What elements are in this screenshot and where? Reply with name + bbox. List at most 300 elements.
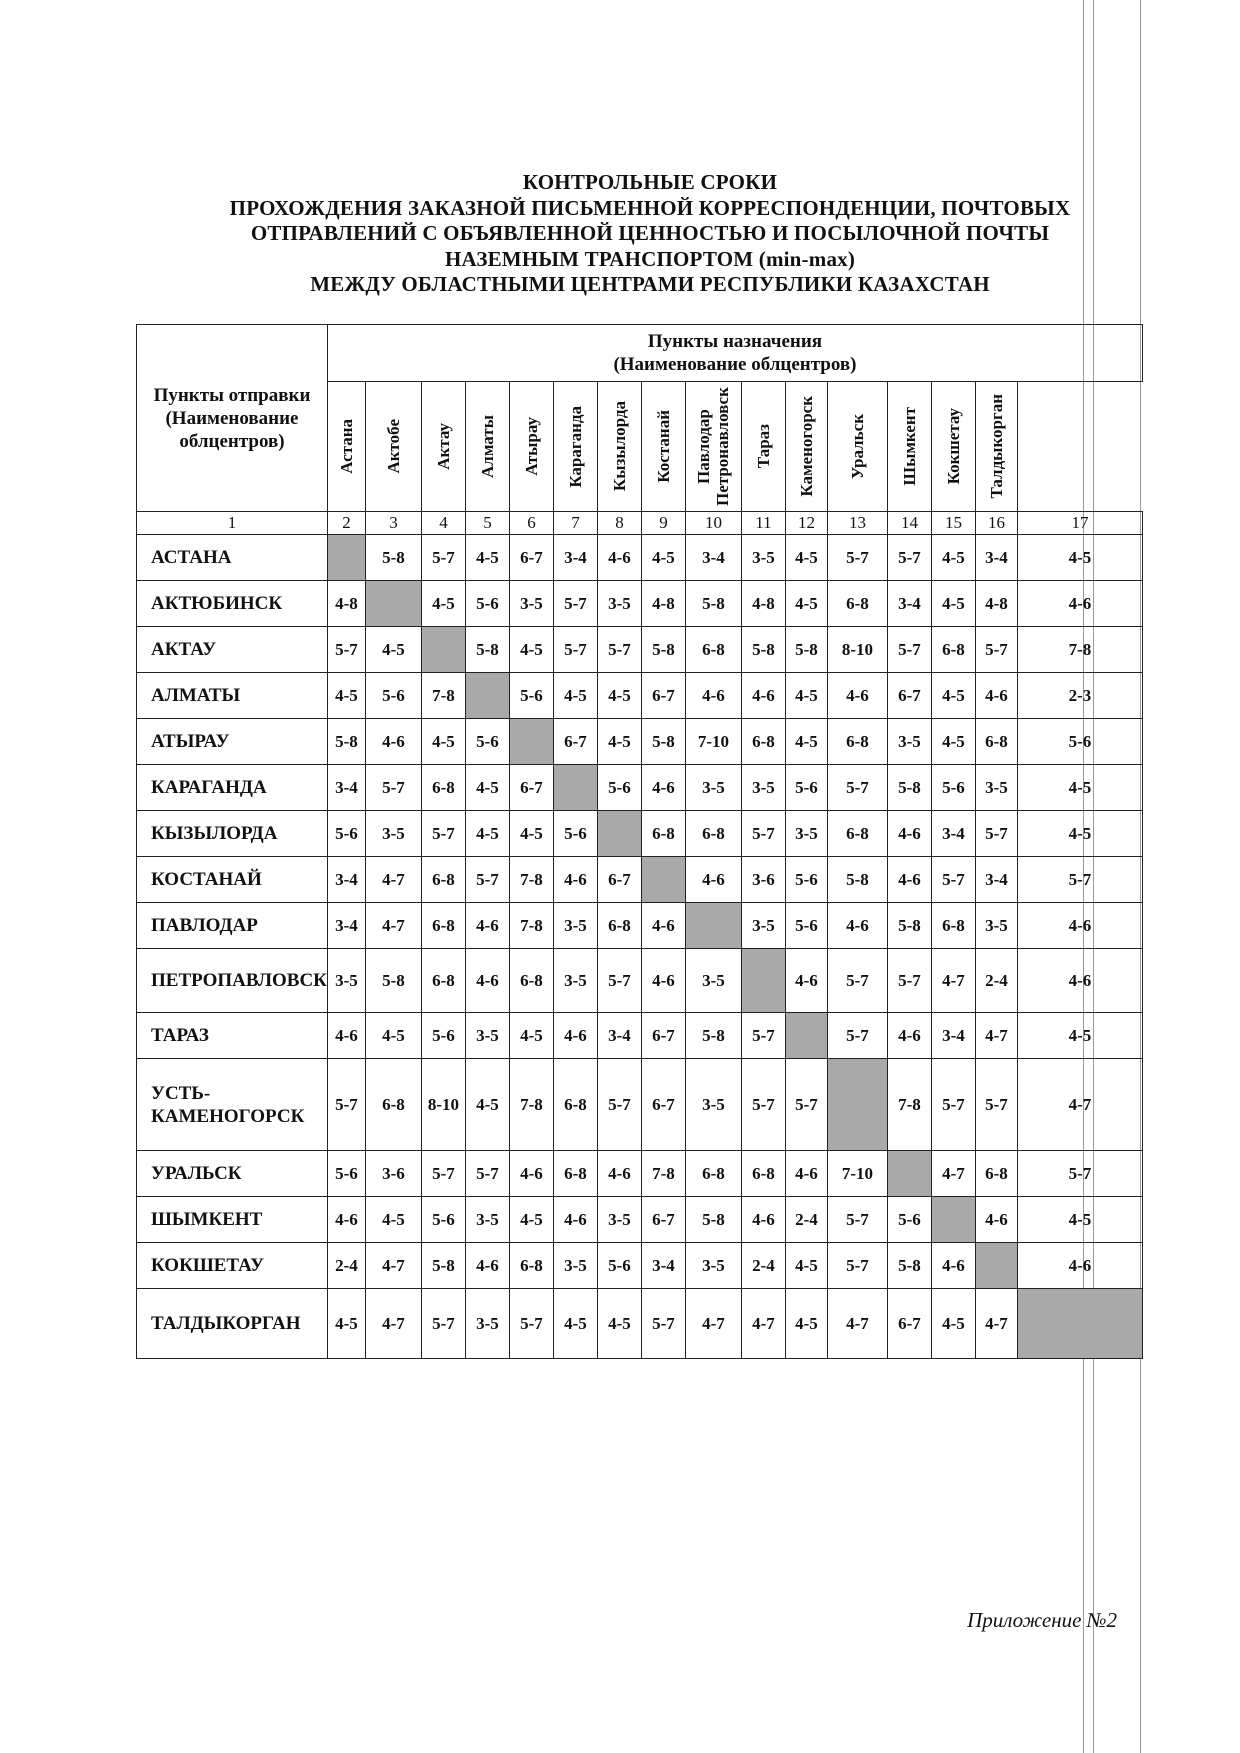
time-cell: 3-4 — [931, 1013, 975, 1059]
time-cell: 6-8 — [741, 1151, 785, 1197]
time-cell: 5-7 — [421, 1289, 465, 1359]
time-cell: 4-5 — [509, 1013, 553, 1059]
diagonal-cell — [685, 903, 741, 949]
time-cell: 5-6 — [597, 765, 641, 811]
time-cell: 4-5 — [1017, 811, 1142, 857]
time-cell: 5-7 — [327, 1059, 365, 1151]
diagonal-cell — [327, 535, 365, 581]
time-cell: 3-5 — [685, 949, 741, 1013]
time-cell: 3-5 — [741, 535, 785, 581]
time-cell: 4-5 — [421, 581, 465, 627]
time-cell: 3-6 — [741, 857, 785, 903]
time-cell: 5-6 — [553, 811, 597, 857]
time-cell: 4-5 — [365, 1013, 421, 1059]
time-cell: 4-6 — [327, 1013, 365, 1059]
time-cell: 4-7 — [741, 1289, 785, 1359]
time-cell: 7-8 — [1017, 627, 1142, 673]
time-cell: 4-5 — [553, 1289, 597, 1359]
time-cell: 4-5 — [327, 1289, 365, 1359]
time-cell: 5-7 — [975, 1059, 1017, 1151]
column-number: 16 — [975, 512, 1017, 535]
time-cell: 3-5 — [975, 903, 1017, 949]
time-cell: 5-6 — [1017, 719, 1142, 765]
diagonal-cell — [1017, 1289, 1142, 1359]
time-cell: 6-8 — [827, 811, 887, 857]
time-cell: 4-6 — [465, 949, 509, 1013]
time-cell: 7-10 — [685, 719, 741, 765]
time-cell: 3-4 — [553, 535, 597, 581]
time-cell: 3-4 — [641, 1243, 685, 1289]
time-cell: 4-5 — [597, 673, 641, 719]
time-cell: 4-6 — [685, 673, 741, 719]
time-cell: 6-7 — [553, 719, 597, 765]
time-cell: 6-7 — [509, 535, 553, 581]
time-cell: 5-8 — [465, 627, 509, 673]
table-row — [137, 1013, 1143, 1059]
time-cell: 3-4 — [975, 857, 1017, 903]
origin-city: КАРАГАНДА — [137, 765, 328, 811]
time-cell: 8-10 — [421, 1059, 465, 1151]
time-cell: 4-5 — [465, 535, 509, 581]
title-line: КОНТРОЛЬНЫЕ СРОКИ — [522, 170, 778, 194]
column-header-label: Костанай — [653, 410, 673, 483]
time-cell: 6-8 — [641, 811, 685, 857]
time-cell: 6-8 — [421, 949, 465, 1013]
time-cell: 4-6 — [641, 949, 685, 1013]
time-cell: 4-5 — [553, 673, 597, 719]
document-title — [150, 170, 1150, 298]
time-cell: 6-8 — [509, 949, 553, 1013]
time-cell: 3-5 — [597, 1197, 641, 1243]
time-cell: 2-4 — [975, 949, 1017, 1013]
time-cell: 5-8 — [785, 627, 827, 673]
time-cell: 4-6 — [785, 949, 827, 1013]
column-header — [827, 382, 887, 512]
diagonal-cell — [827, 1059, 887, 1151]
time-cell: 5-7 — [421, 1151, 465, 1197]
time-cell: 5-8 — [421, 1243, 465, 1289]
diagonal-cell — [465, 673, 509, 719]
time-cell: 4-5 — [421, 719, 465, 765]
origin-city: КЫЗЫЛОРДА — [137, 811, 328, 857]
time-cell: 4-6 — [553, 857, 597, 903]
column-number: 4 — [421, 512, 465, 535]
column-header-label: Атырау — [521, 417, 541, 476]
time-cell: 4-5 — [931, 719, 975, 765]
time-cell: 4-7 — [685, 1289, 741, 1359]
time-cell: 3-4 — [931, 811, 975, 857]
table-row — [137, 1289, 1143, 1359]
time-cell: 8-10 — [827, 627, 887, 673]
diagonal-cell — [785, 1013, 827, 1059]
time-cell: 6-8 — [685, 811, 741, 857]
time-cell: 7-8 — [421, 673, 465, 719]
table-row — [137, 581, 1143, 627]
time-cell: 5-6 — [509, 673, 553, 719]
time-cell: 5-7 — [597, 1059, 641, 1151]
time-cell: 5-7 — [931, 1059, 975, 1151]
time-cell: 6-7 — [641, 673, 685, 719]
time-cell: 5-6 — [327, 811, 365, 857]
time-cell: 6-8 — [509, 1243, 553, 1289]
time-cell: 5-7 — [465, 1151, 509, 1197]
time-cell: 7-10 — [827, 1151, 887, 1197]
time-cell: 6-8 — [827, 581, 887, 627]
time-cell: 3-4 — [597, 1013, 641, 1059]
time-cell: 3-5 — [553, 949, 597, 1013]
column-header-label: Алматы — [477, 415, 497, 478]
column-number: 10 — [685, 512, 741, 535]
column-header-label: Павлодар Петронавловск — [694, 387, 733, 506]
time-cell: 3-4 — [327, 903, 365, 949]
origin-city: КОСТАНАЙ — [137, 857, 328, 903]
column-number: 2 — [327, 512, 365, 535]
time-cell: 4-8 — [327, 581, 365, 627]
time-cell: 5-6 — [785, 857, 827, 903]
time-cell: 5-6 — [421, 1013, 465, 1059]
time-cell: 4-5 — [785, 1289, 827, 1359]
column-number: 11 — [741, 512, 785, 535]
table-row — [137, 857, 1143, 903]
time-cell: 4-5 — [785, 719, 827, 765]
time-cell: 5-7 — [887, 535, 931, 581]
time-cell: 4-5 — [597, 1289, 641, 1359]
time-cell: 5-6 — [465, 581, 509, 627]
title-line: ПРОХОЖДЕНИЯ ЗАКАЗНОЙ ПИСЬМЕННОЙ КОРРЕСПОНДЕНЦИИ, ПОЧТОВЫХ — [229, 195, 1071, 220]
time-cell: 6-8 — [685, 627, 741, 673]
time-cell: 2-3 — [1017, 673, 1142, 719]
time-cell: 3-5 — [509, 581, 553, 627]
time-cell: 5-8 — [685, 1197, 741, 1243]
time-cell: 4-5 — [931, 673, 975, 719]
time-cell: 3-5 — [365, 811, 421, 857]
column-header — [741, 382, 785, 512]
time-cell: 3-5 — [465, 1289, 509, 1359]
time-cell: 5-8 — [827, 857, 887, 903]
time-cell: 4-5 — [365, 1197, 421, 1243]
table-row — [137, 535, 1143, 581]
appendix-label: Приложение №2 — [967, 1608, 1117, 1632]
time-cell: 5-8 — [887, 903, 931, 949]
time-cell: 7-8 — [641, 1151, 685, 1197]
time-cell: 7-8 — [509, 857, 553, 903]
column-header — [597, 382, 641, 512]
time-cell: 4-5 — [1017, 765, 1142, 811]
time-cell: 5-7 — [827, 535, 887, 581]
time-cell: 4-5 — [785, 581, 827, 627]
table-row — [137, 949, 1143, 1013]
time-cell: 5-7 — [887, 627, 931, 673]
origin-city: ШЫМКЕНТ — [137, 1197, 328, 1243]
time-cell: 5-7 — [597, 949, 641, 1013]
time-cell: 3-4 — [327, 857, 365, 903]
time-cell: 4-6 — [785, 1151, 827, 1197]
time-cell: 4-5 — [1017, 1013, 1142, 1059]
origin-city: АТЫРАУ — [137, 719, 328, 765]
diagonal-cell — [741, 949, 785, 1013]
time-cell: 3-4 — [327, 765, 365, 811]
diagonal-cell — [975, 1243, 1017, 1289]
time-cell: 4-6 — [887, 1013, 931, 1059]
time-cell: 4-7 — [975, 1289, 1017, 1359]
time-cell: 5-6 — [365, 673, 421, 719]
time-cell: 4-5 — [509, 811, 553, 857]
time-cell: 6-8 — [741, 719, 785, 765]
time-cell: 5-7 — [327, 627, 365, 673]
time-cell: 5-7 — [741, 1013, 785, 1059]
time-cell: 2-4 — [785, 1197, 827, 1243]
column-header — [641, 382, 685, 512]
time-cell: 3-5 — [597, 581, 641, 627]
origin-city: УСТЬ-КАМЕНОГОРСК — [137, 1059, 328, 1151]
time-cell: 4-5 — [785, 535, 827, 581]
time-cell: 6-8 — [597, 903, 641, 949]
column-header — [327, 382, 365, 512]
column-header-label: Тараз — [753, 424, 773, 469]
time-cell: 5-7 — [741, 1059, 785, 1151]
origin-city: ПЕТРОПАВЛОВСК — [137, 949, 328, 1013]
time-cell: 4-5 — [465, 811, 509, 857]
origin-city: АКТЮБИНСК — [137, 581, 328, 627]
column-number: 6 — [509, 512, 553, 535]
time-cell: 5-8 — [641, 719, 685, 765]
time-cell: 3-4 — [887, 581, 931, 627]
origin-city: ПАВЛОДАР — [137, 903, 328, 949]
time-cell: 7-8 — [509, 903, 553, 949]
column-header — [421, 382, 465, 512]
time-cell: 5-8 — [685, 1013, 741, 1059]
time-cell: 4-6 — [465, 903, 509, 949]
title-line: НАЗЕМНЫМ ТРАНСПОРТОМ (min-max) — [444, 246, 856, 271]
diagonal-cell — [553, 765, 597, 811]
origin-city: УРАЛЬСК — [137, 1151, 328, 1197]
origin-city: АЛМАТЫ — [137, 673, 328, 719]
origin-city: ТАЛДЫКОРГАН — [137, 1289, 328, 1359]
time-cell: 3-5 — [553, 903, 597, 949]
time-cell: 3-5 — [685, 1059, 741, 1151]
origin-city: АСТАНА — [137, 535, 328, 581]
table-row — [137, 719, 1143, 765]
column-number: 17 — [1017, 512, 1142, 535]
time-cell: 5-7 — [421, 811, 465, 857]
time-cell: 6-7 — [887, 673, 931, 719]
time-cell: 5-7 — [1017, 1151, 1142, 1197]
column-header-label: Актау — [433, 423, 453, 470]
destination-header — [327, 325, 1142, 382]
time-cell: 4-6 — [641, 765, 685, 811]
time-cell: 5-7 — [827, 1013, 887, 1059]
diagonal-cell — [509, 719, 553, 765]
column-header-label: Астана — [336, 419, 356, 474]
table-row — [137, 1151, 1143, 1197]
time-cell: 5-6 — [785, 765, 827, 811]
time-cell: 4-6 — [465, 1243, 509, 1289]
time-cell: 4-6 — [1017, 903, 1142, 949]
time-cell: 2-4 — [741, 1243, 785, 1289]
time-cell: 4-5 — [785, 673, 827, 719]
time-cell: 6-8 — [975, 1151, 1017, 1197]
time-cell: 6-8 — [421, 857, 465, 903]
time-cell: 4-8 — [741, 581, 785, 627]
time-cell: 5-6 — [465, 719, 509, 765]
time-cell: 5-7 — [975, 627, 1017, 673]
column-number: 13 — [827, 512, 887, 535]
time-cell: 4-6 — [1017, 949, 1142, 1013]
time-cell: 5-7 — [931, 857, 975, 903]
column-header-label: Шымкент — [899, 407, 919, 486]
time-cell: 4-6 — [1017, 581, 1142, 627]
column-header — [365, 382, 421, 512]
column-header — [975, 382, 1017, 512]
column-number: 15 — [931, 512, 975, 535]
column-header-label: Уральск — [847, 413, 867, 480]
time-cell: 5-8 — [365, 949, 421, 1013]
time-cell: 6-8 — [421, 765, 465, 811]
time-cell: 4-6 — [641, 903, 685, 949]
time-cell: 4-7 — [931, 949, 975, 1013]
time-cell: 5-8 — [887, 765, 931, 811]
table-row — [137, 1243, 1143, 1289]
time-cell: 4-8 — [641, 581, 685, 627]
time-cell: 3-5 — [465, 1197, 509, 1243]
time-cell: 5-7 — [553, 627, 597, 673]
time-cell: 5-7 — [887, 949, 931, 1013]
origin-header: Пункты отправки (Наименование облцентров) — [137, 325, 328, 512]
time-cell: 5-7 — [465, 857, 509, 903]
time-cell: 4-5 — [785, 1243, 827, 1289]
time-cell: 5-6 — [931, 765, 975, 811]
column-number: 14 — [887, 512, 931, 535]
time-cell: 5-7 — [741, 811, 785, 857]
time-cell: 6-8 — [827, 719, 887, 765]
column-header-label: Кызылорда — [609, 401, 629, 492]
column-number: 8 — [597, 512, 641, 535]
time-cell: 3-5 — [785, 811, 827, 857]
time-cell: 5-6 — [421, 1197, 465, 1243]
time-cell: 4-6 — [887, 811, 931, 857]
table-body — [137, 535, 1143, 1359]
time-cell: 4-7 — [365, 857, 421, 903]
time-cell: 4-5 — [509, 1197, 553, 1243]
column-header-label: Каменогорск — [796, 396, 816, 497]
time-cell: 4-5 — [327, 673, 365, 719]
time-cell: 6-8 — [975, 719, 1017, 765]
title-line: ОТПРАВЛЕНИЙ С ОБЪЯВЛЕННОЙ ЦЕННОСТЬЮ И ПОСЫЛОЧНОЙ ПОЧТЫ — [250, 221, 1050, 245]
time-cell: 5-7 — [827, 765, 887, 811]
time-cell: 5-7 — [1017, 857, 1142, 903]
diagonal-cell — [887, 1151, 931, 1197]
column-number: 5 — [465, 512, 509, 535]
time-cell: 5-7 — [553, 581, 597, 627]
time-cell: 4-5 — [641, 535, 685, 581]
time-cell: 5-8 — [887, 1243, 931, 1289]
diagonal-cell — [597, 811, 641, 857]
time-cell: 4-8 — [975, 581, 1017, 627]
delivery-times-table — [136, 324, 1143, 1359]
time-cell: 4-6 — [365, 719, 421, 765]
column-header — [509, 382, 553, 512]
time-cell: 6-8 — [931, 903, 975, 949]
time-cell: 3-4 — [975, 535, 1017, 581]
time-cell: 4-7 — [827, 1289, 887, 1359]
time-cell: 4-5 — [465, 1059, 509, 1151]
time-cell: 4-7 — [365, 903, 421, 949]
time-cell: 5-7 — [641, 1289, 685, 1359]
time-cell: 5-6 — [597, 1243, 641, 1289]
time-cell: 4-5 — [931, 1289, 975, 1359]
table-row — [137, 903, 1143, 949]
time-cell: 4-5 — [1017, 535, 1142, 581]
time-cell: 6-7 — [887, 1289, 931, 1359]
time-cell: 4-6 — [553, 1197, 597, 1243]
time-cell: 4-6 — [509, 1151, 553, 1197]
time-cell: 6-7 — [597, 857, 641, 903]
time-cell: 6-8 — [553, 1151, 597, 1197]
time-cell: 6-7 — [641, 1013, 685, 1059]
time-cell: 3-5 — [327, 949, 365, 1013]
column-header — [785, 382, 827, 512]
time-cell: 4-5 — [1017, 1197, 1142, 1243]
diagonal-cell — [641, 857, 685, 903]
column-number: 3 — [365, 512, 421, 535]
time-cell: 6-8 — [685, 1151, 741, 1197]
time-cell: 4-6 — [1017, 1243, 1142, 1289]
column-number: 7 — [553, 512, 597, 535]
time-cell: 6-7 — [641, 1197, 685, 1243]
time-cell: 5-7 — [975, 811, 1017, 857]
time-cell: 5-7 — [827, 1197, 887, 1243]
column-header — [887, 382, 931, 512]
destination-header-title: Пункты назначения — [647, 331, 823, 352]
origin-city: КОКШЕТАУ — [137, 1243, 328, 1289]
time-cell: 4-5 — [597, 719, 641, 765]
time-cell: 3-6 — [365, 1151, 421, 1197]
table-row — [137, 1197, 1143, 1243]
time-cell: 4-7 — [1017, 1059, 1142, 1151]
time-cell: 4-6 — [975, 1197, 1017, 1243]
column-header-label: Талдыкорган — [986, 394, 1006, 499]
time-cell: 6-8 — [421, 903, 465, 949]
time-cell: 4-6 — [741, 1197, 785, 1243]
time-cell: 3-5 — [887, 719, 931, 765]
time-cell: 5-7 — [365, 765, 421, 811]
time-cell: 4-7 — [975, 1013, 1017, 1059]
column-header-label: Караганда — [565, 405, 585, 488]
time-cell: 4-7 — [365, 1289, 421, 1359]
time-cell: 6-8 — [553, 1059, 597, 1151]
time-cell: 4-6 — [931, 1243, 975, 1289]
time-cell: 5-6 — [327, 1151, 365, 1197]
origin-city: АКТАУ — [137, 627, 328, 673]
time-cell: 7-8 — [887, 1059, 931, 1151]
column-number-row — [137, 512, 1143, 535]
time-cell: 5-7 — [421, 535, 465, 581]
destination-header-subtitle: (Наименование облцентров) — [613, 354, 857, 375]
column-number: 9 — [641, 512, 685, 535]
time-cell: 5-7 — [785, 1059, 827, 1151]
table-row — [137, 1059, 1143, 1151]
diagonal-cell — [365, 581, 421, 627]
time-cell: 5-7 — [509, 1289, 553, 1359]
time-cell: 3-5 — [741, 903, 785, 949]
table-row — [137, 765, 1143, 811]
time-cell: 6-8 — [931, 627, 975, 673]
time-cell: 4-6 — [553, 1013, 597, 1059]
table-row — [137, 627, 1143, 673]
time-cell: 3-5 — [553, 1243, 597, 1289]
column-header-label: Актобе — [383, 419, 403, 474]
time-cell: 5-7 — [827, 949, 887, 1013]
